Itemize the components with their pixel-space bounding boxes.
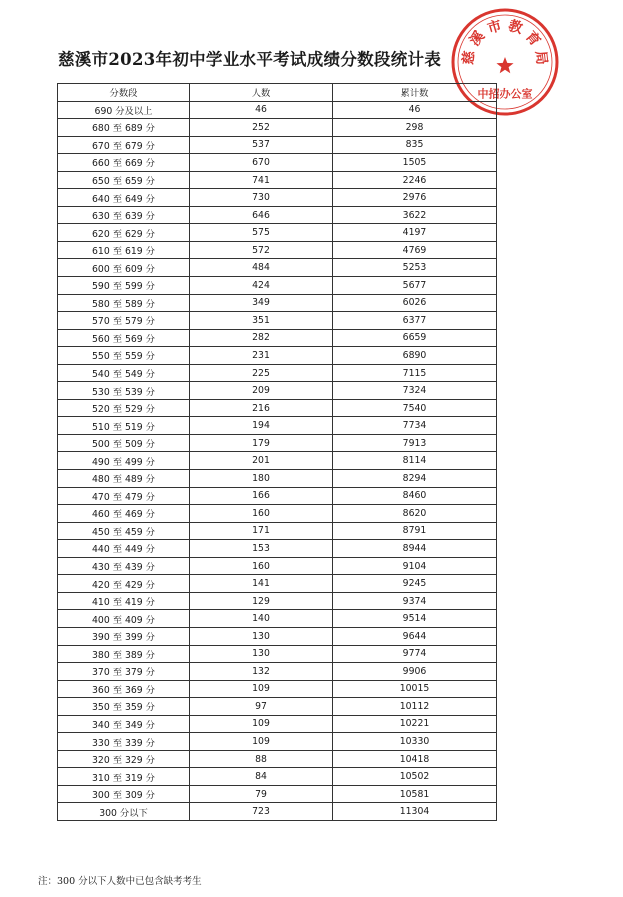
table-row: [58, 575, 497, 593]
table-row: [58, 171, 497, 189]
cell-cumulative: 4197: [333, 224, 497, 242]
cell-cumulative: 9514: [333, 610, 497, 628]
table-row: [58, 136, 497, 154]
cell-score-range: 450 至 459 分: [58, 522, 190, 540]
cell-cumulative: 9774: [333, 645, 497, 663]
table-row: [58, 189, 497, 207]
table-row: [58, 259, 497, 277]
table-row: [58, 680, 497, 698]
cell-cumulative: 10112: [333, 698, 497, 716]
cell-count: 201: [190, 452, 333, 470]
header-count: 人数: [190, 84, 333, 102]
cell-count: 46: [190, 101, 333, 119]
cell-cumulative: 9104: [333, 557, 497, 575]
cell-cumulative: 6026: [333, 294, 497, 312]
table-row: [58, 487, 497, 505]
table-row: [58, 241, 497, 259]
cell-count: 109: [190, 680, 333, 698]
table-row: [58, 119, 497, 137]
cell-count: 282: [190, 329, 333, 347]
cell-count: 153: [190, 540, 333, 558]
document-title: 慈溪市2023年初中学业水平考试成绩分数段统计表: [58, 50, 442, 69]
cell-cumulative: 9644: [333, 627, 497, 645]
table-row: [58, 768, 497, 786]
cell-count: 166: [190, 487, 333, 505]
cell-cumulative: 6890: [333, 347, 497, 365]
seal-glyph: 育: [521, 28, 544, 50]
table-row: [58, 364, 497, 382]
cell-count: 424: [190, 277, 333, 295]
cell-count: 109: [190, 715, 333, 733]
cell-score-range: 520 至 529 分: [58, 399, 190, 417]
cell-count: 129: [190, 592, 333, 610]
table-row: [58, 698, 497, 716]
cell-score-range: 510 至 519 分: [58, 417, 190, 435]
table-row: [58, 312, 497, 330]
cell-cumulative: 10015: [333, 680, 497, 698]
seal-glyph: 教: [506, 17, 525, 38]
table-row: [58, 101, 497, 119]
cell-score-range: 470 至 479 分: [58, 487, 190, 505]
cell-count: 484: [190, 259, 333, 277]
table-row: [58, 399, 497, 417]
cell-cumulative: 11304: [333, 803, 497, 821]
cell-score-range: 690 分及以上: [58, 101, 190, 119]
cell-count: 160: [190, 505, 333, 523]
cell-cumulative: 2976: [333, 189, 497, 207]
cell-cumulative: 5677: [333, 277, 497, 295]
seal-glyph: 溪: [466, 28, 489, 50]
footnote: 注：300 分以下人数中已包含缺考考生: [38, 876, 202, 887]
cell-count: 670: [190, 154, 333, 172]
cell-count: 252: [190, 119, 333, 137]
header-score-range: 分数段: [58, 84, 190, 102]
cell-score-range: 550 至 559 分: [58, 347, 190, 365]
cell-score-range: 320 至 329 分: [58, 750, 190, 768]
cell-cumulative: 8460: [333, 487, 497, 505]
cell-cumulative: 4769: [333, 241, 497, 259]
cell-count: 97: [190, 698, 333, 716]
seal-star-shape: [496, 57, 513, 73]
cell-cumulative: 10581: [333, 785, 497, 803]
cell-count: 130: [190, 627, 333, 645]
cell-count: 575: [190, 224, 333, 242]
cell-score-range: 340 至 349 分: [58, 715, 190, 733]
cell-score-range: 300 至 309 分: [58, 785, 190, 803]
table-row: [58, 347, 497, 365]
cell-score-range: 390 至 399 分: [58, 627, 190, 645]
cell-count: 179: [190, 434, 333, 452]
table-row: [58, 505, 497, 523]
cell-score-range: 600 至 609 分: [58, 259, 190, 277]
cell-cumulative: 5253: [333, 259, 497, 277]
table-row: [58, 715, 497, 733]
cell-count: 225: [190, 364, 333, 382]
cell-count: 84: [190, 768, 333, 786]
cell-cumulative: 8791: [333, 522, 497, 540]
table-row: [58, 452, 497, 470]
table-row: [58, 206, 497, 224]
cell-cumulative: 2246: [333, 171, 497, 189]
table-row: [58, 329, 497, 347]
cell-cumulative: 7734: [333, 417, 497, 435]
cell-score-range: 560 至 569 分: [58, 329, 190, 347]
cell-count: 132: [190, 663, 333, 681]
cell-score-range: 330 至 339 分: [58, 733, 190, 751]
cell-cumulative: 9245: [333, 575, 497, 593]
cell-count: 171: [190, 522, 333, 540]
table-row: [58, 627, 497, 645]
cell-count: 194: [190, 417, 333, 435]
cell-count: 140: [190, 610, 333, 628]
cell-cumulative: 3622: [333, 206, 497, 224]
score-distribution-table: [57, 83, 497, 821]
table-row: [58, 434, 497, 452]
cell-count: 231: [190, 347, 333, 365]
cell-score-range: 310 至 319 分: [58, 768, 190, 786]
seal-glyph: 局: [531, 49, 550, 66]
cell-count: 209: [190, 382, 333, 400]
cell-score-range: 570 至 579 分: [58, 312, 190, 330]
cell-score-range: 530 至 539 分: [58, 382, 190, 400]
cell-score-range: 610 至 619 分: [58, 241, 190, 259]
cell-cumulative: 835: [333, 136, 497, 154]
cell-count: 79: [190, 785, 333, 803]
cell-cumulative: 298: [333, 119, 497, 137]
table-row: [58, 750, 497, 768]
seal-glyph: 慈: [460, 49, 479, 66]
cell-score-range: 660 至 669 分: [58, 154, 190, 172]
cell-count: 646: [190, 206, 333, 224]
cell-cumulative: 10221: [333, 715, 497, 733]
cell-count: 130: [190, 645, 333, 663]
table-row: [58, 645, 497, 663]
cell-cumulative: 7913: [333, 434, 497, 452]
cell-count: 216: [190, 399, 333, 417]
cell-score-range: 360 至 369 分: [58, 680, 190, 698]
cell-cumulative: 7324: [333, 382, 497, 400]
cell-score-range: 460 至 469 分: [58, 505, 190, 523]
table-row: [58, 540, 497, 558]
cell-count: 741: [190, 171, 333, 189]
cell-score-range: 300 分以下: [58, 803, 190, 821]
cell-score-range: 680 至 689 分: [58, 119, 190, 137]
cell-cumulative: 10502: [333, 768, 497, 786]
table-row: [58, 803, 497, 821]
cell-score-range: 480 至 489 分: [58, 470, 190, 488]
cell-score-range: 500 至 509 分: [58, 434, 190, 452]
cell-cumulative: 7115: [333, 364, 497, 382]
cell-score-range: 630 至 639 分: [58, 206, 190, 224]
cell-cumulative: 7540: [333, 399, 497, 417]
cell-count: 349: [190, 294, 333, 312]
cell-count: 730: [190, 189, 333, 207]
table-row: [58, 663, 497, 681]
cell-score-range: 490 至 499 分: [58, 452, 190, 470]
cell-count: 351: [190, 312, 333, 330]
table-row: [58, 224, 497, 242]
cell-score-range: 350 至 359 分: [58, 698, 190, 716]
cell-cumulative: 1505: [333, 154, 497, 172]
cell-cumulative: 10330: [333, 733, 497, 751]
table-row: [58, 592, 497, 610]
table-header-row: [58, 84, 497, 102]
table-row: [58, 557, 497, 575]
cell-count: 180: [190, 470, 333, 488]
cell-score-range: 420 至 429 分: [58, 575, 190, 593]
cell-cumulative: 8944: [333, 540, 497, 558]
table-row: [58, 610, 497, 628]
cell-score-range: 640 至 649 分: [58, 189, 190, 207]
table-row: [58, 294, 497, 312]
cell-cumulative: 8114: [333, 452, 497, 470]
cell-cumulative: 10418: [333, 750, 497, 768]
cell-score-range: 400 至 409 分: [58, 610, 190, 628]
cell-count: 537: [190, 136, 333, 154]
cell-count: 723: [190, 803, 333, 821]
cell-cumulative: 9374: [333, 592, 497, 610]
header-cumulative: 累计数: [333, 84, 497, 102]
cell-score-range: 670 至 679 分: [58, 136, 190, 154]
table-row: [58, 733, 497, 751]
cell-score-range: 540 至 549 分: [58, 364, 190, 382]
cell-score-range: 620 至 629 分: [58, 224, 190, 242]
seal-subtext: 中招办公室: [477, 87, 533, 101]
seal-star: [496, 57, 513, 73]
cell-score-range: 590 至 599 分: [58, 277, 190, 295]
table-row: [58, 522, 497, 540]
cell-score-range: 380 至 389 分: [58, 645, 190, 663]
cell-cumulative: 6377: [333, 312, 497, 330]
cell-count: 109: [190, 733, 333, 751]
cell-score-range: 410 至 419 分: [58, 592, 190, 610]
cell-cumulative: 9906: [333, 663, 497, 681]
cell-score-range: 370 至 379 分: [58, 663, 190, 681]
table-row: [58, 154, 497, 172]
table-row: [58, 785, 497, 803]
cell-score-range: 580 至 589 分: [58, 294, 190, 312]
cell-count: 160: [190, 557, 333, 575]
cell-score-range: 430 至 439 分: [58, 557, 190, 575]
cell-cumulative: 6659: [333, 329, 497, 347]
table-body: [58, 101, 497, 820]
cell-cumulative: 8620: [333, 505, 497, 523]
cell-cumulative: 8294: [333, 470, 497, 488]
seal-glyph: 市: [485, 17, 504, 38]
cell-cumulative: 46: [333, 101, 497, 119]
cell-count: 572: [190, 241, 333, 259]
table-row: [58, 417, 497, 435]
cell-count: 141: [190, 575, 333, 593]
cell-count: 88: [190, 750, 333, 768]
table-row: [58, 470, 497, 488]
table-row: [58, 277, 497, 295]
cell-score-range: 440 至 449 分: [58, 540, 190, 558]
cell-score-range: 650 至 659 分: [58, 171, 190, 189]
table-row: [58, 382, 497, 400]
